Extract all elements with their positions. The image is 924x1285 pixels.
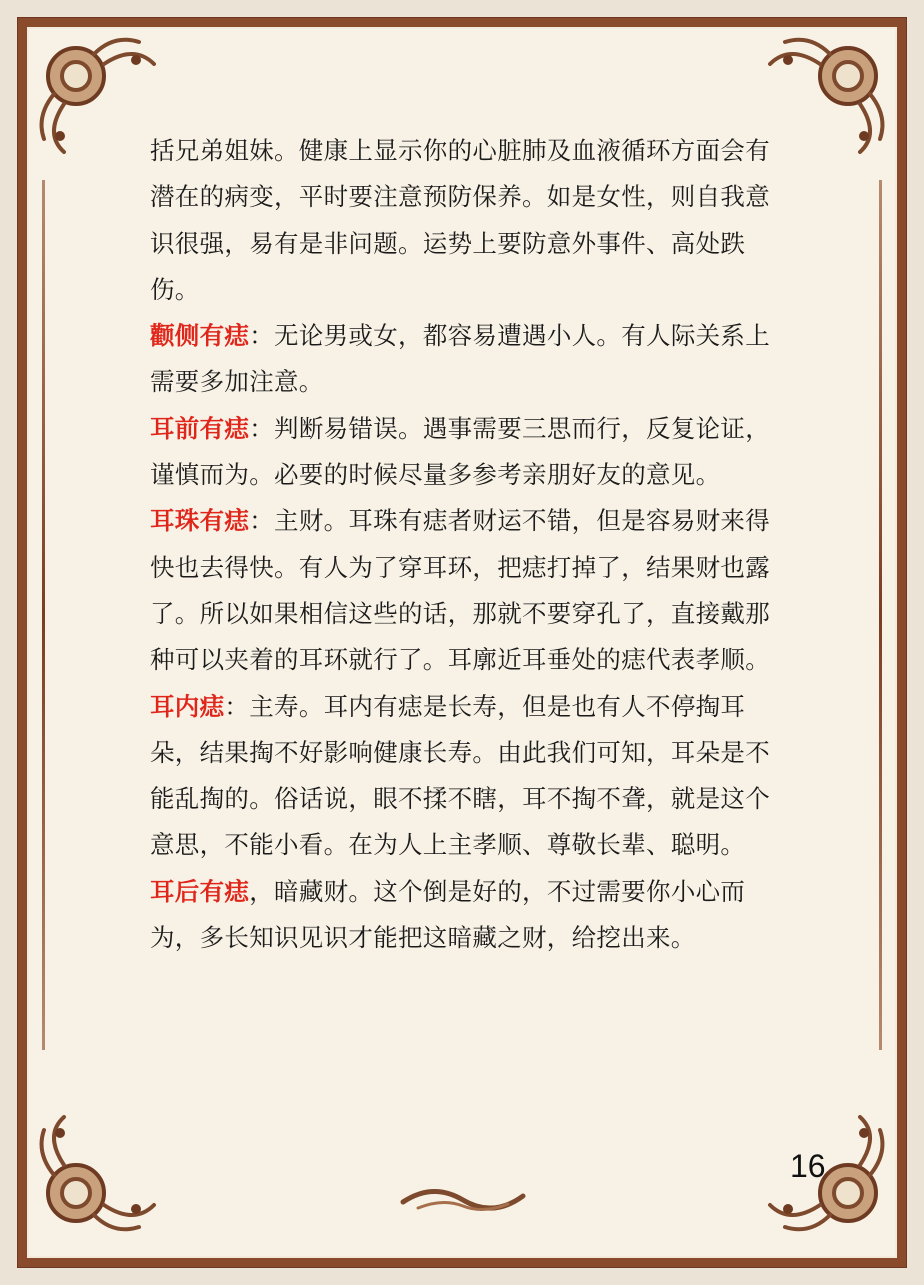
paragraph-term: 耳前有痣 <box>150 413 250 443</box>
paragraph-separator: ： <box>249 413 275 443</box>
paragraph-ear-inner <box>150 684 780 869</box>
paragraph-term: 耳内痣 <box>150 691 225 721</box>
paragraph-term: 颧侧有痣 <box>150 321 250 351</box>
paragraph-term: 耳珠有痣 <box>150 506 250 536</box>
page-number: 16 <box>790 1148 826 1184</box>
paragraph-tragus <box>150 498 780 683</box>
paragraph-separator: ： <box>224 691 250 721</box>
paragraph-term: 耳后有痣 <box>150 876 250 906</box>
paragraph-intro <box>150 128 780 313</box>
paragraph-separator: ， <box>249 876 275 906</box>
right-border-line <box>879 180 882 1050</box>
paragraph-separator: ： <box>249 506 275 536</box>
paragraph-body: 括兄弟姐妹。健康上显示你的心脏肺及血液循环方面会有潜在的病变，平时要注意预防保养。如是女性，则自我意识很强，易有是非问题。运势上要防意外事件、高处跌伤。 <box>150 136 770 304</box>
corner-scroll-icon <box>760 24 900 154</box>
paragraph-body: 主财。耳珠有痣者财运不错，但是容易财来得快也去得快。有人为了穿耳环，把痣打掉了，结果财也露了。所以如果相信这些的话，那就不要穿孔了，直接戴那种可以夹着的耳环就行了。耳廓近耳垂处的痣代表孝顺。 <box>150 506 771 675</box>
paragraph-ear-front <box>150 406 780 499</box>
corner-scroll-icon <box>24 1115 164 1245</box>
paragraph-cheekbone <box>150 313 780 406</box>
paragraph-body: 主寿。耳内有痣是长寿，但是也有人不停掏耳朵，结果掏不好影响健康长寿。由此我们可知，耳朵是不能乱掏的。俗话说，眼不揉不瞎，耳不掏不聋，就是这个意思，不能小看。在为人上主孝顺、尊敬长辈、聪明。 <box>150 691 770 860</box>
paragraph-body: 无论男或女，都容易遭遇小人。有人际关系上需要多加注意。 <box>150 321 771 397</box>
corner-scroll-icon <box>24 24 164 154</box>
bottom-flourish-icon <box>398 1180 528 1220</box>
paragraph-body: 暗藏财。这个倒是好的，不过需要你小心而为，多长知识见识才能把这暗藏之财，给挖出来。 <box>150 876 746 953</box>
article-body <box>150 128 780 961</box>
paragraph-body: 判断易错误。遇事需要三思而行，反复论证，谨慎而为。必要的时候尽量多参考亲朋好友的意见。 <box>150 413 771 490</box>
paragraph-ear-back <box>150 869 780 962</box>
left-border-line <box>42 180 45 1050</box>
corner-scroll-icon <box>760 1115 900 1245</box>
paragraph-separator: ： <box>249 321 275 351</box>
